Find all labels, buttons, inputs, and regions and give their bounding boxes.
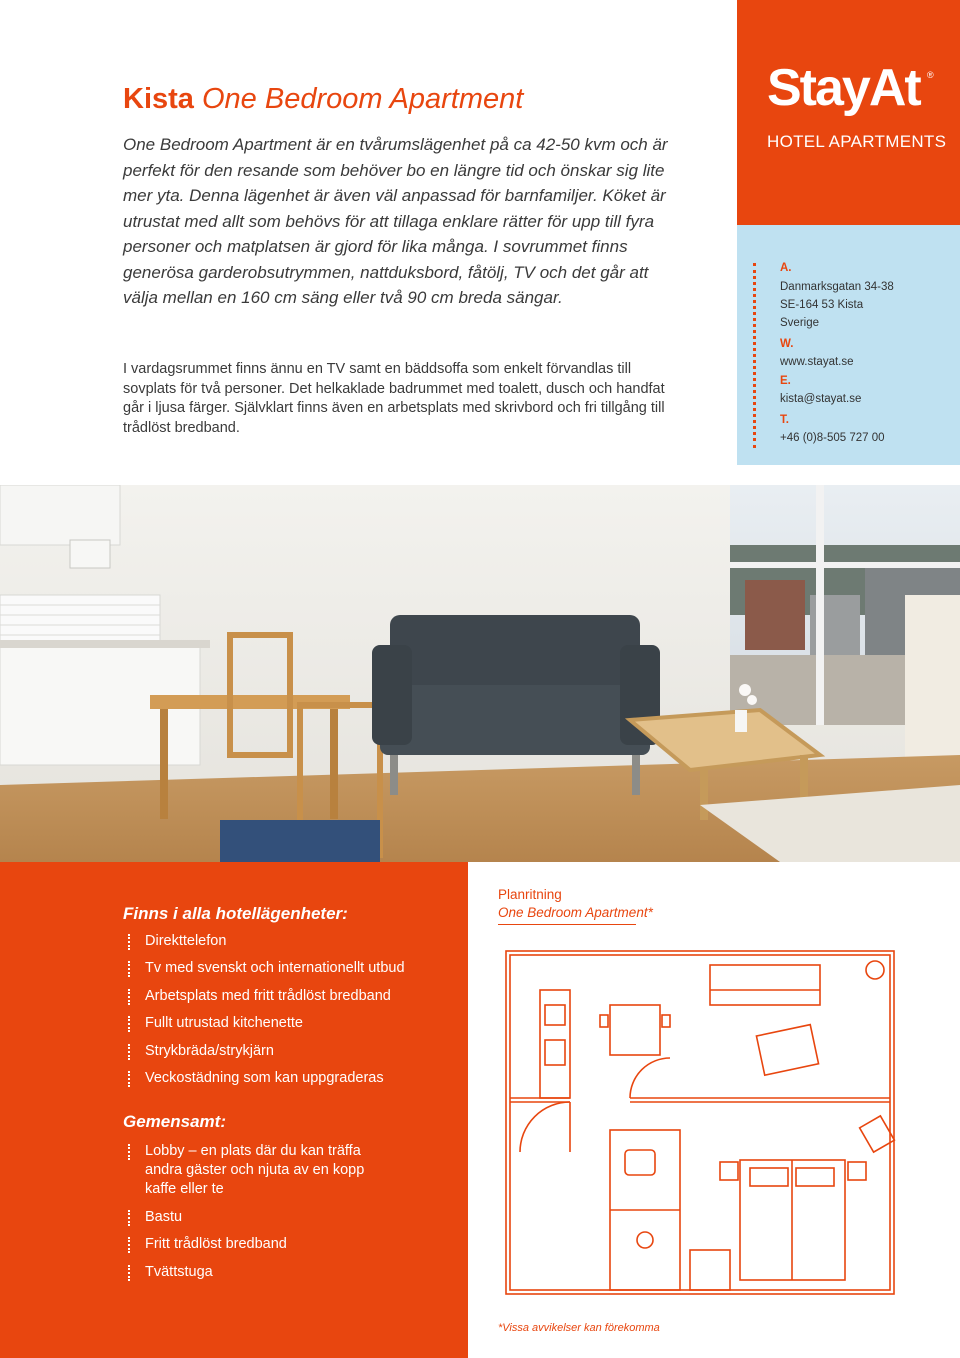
address-line: SE-164 53 Kista: [780, 299, 864, 311]
email-link[interactable]: kista@stayat.se: [780, 393, 862, 405]
registered-mark: ®: [927, 70, 934, 80]
floor-plan-drawing: [470, 930, 940, 1310]
features-panel: [0, 862, 468, 1358]
plan-footnote: *Vissa avvikelser kan förekomma: [498, 1322, 660, 1334]
address-label: A.: [780, 262, 792, 274]
feature-item: Strykbräda/strykjärn: [123, 1042, 274, 1062]
shared-item: Bastu: [123, 1208, 182, 1228]
phone-label: T.: [780, 414, 789, 426]
plan-title: Planritning: [498, 887, 562, 902]
body-paragraph: I vardagsrummet finns ännu en TV samt en bäddsoffa som enkelt förvandlas till sovplats för två personer. Det helkaklade badrummet med toalett, dusch och handfat går i ljusa färger. Självklart finns även en arbetsplats med skrivbord och fri tillgång till trådlöst bredband.: [123, 361, 665, 436]
contact-dotted-rule: [753, 263, 759, 448]
feature-item: Arbetsplats med fritt trådlöst bredband: [123, 987, 391, 1007]
stayat-logo: StayAt: [767, 59, 920, 117]
contact-block: [737, 225, 960, 465]
phone-number: +46 (0)8-505 727 00: [780, 432, 885, 444]
title-location: Kista: [123, 83, 194, 115]
shared-item: Tvättstuga: [123, 1263, 213, 1283]
address-line: Danmarksgatan 34-38: [780, 281, 894, 293]
shared-item: Lobby – en plats där du kan träffa: [123, 1142, 361, 1162]
web-label: W.: [780, 338, 794, 350]
feature-item: Veckostädning som kan uppgraderas: [123, 1069, 384, 1089]
living-room-illustration: [0, 485, 960, 862]
plan-subtitle: One Bedroom Apartment*: [498, 905, 653, 920]
brand-block: [737, 0, 960, 225]
email-label: E.: [780, 375, 791, 387]
intro-paragraph: One Bedroom Apartment är en tvårumslägenhet på ca 42-50 kvm och är perfekt för den resande som behöver bo en längre tid och önskar sig lite mer yta. Denna lägenhet är även väl anpassad för barnfamiljer. Köket är utrustat med allt som behövs för att tillaga enklare rätter för upp till fyra personer och matplatsen är gjord för lika många. I sovrummet finns generösa garderobsutrymmen, nattduksbord, fåtölj, TV och det går att välja mellan en 160 cm säng eller två 90 cm breda sängar.: [123, 135, 668, 307]
shared-item-continuation: kaffe eller te: [145, 1181, 224, 1197]
plan-underline: [498, 924, 636, 925]
shared-item: Fritt trådlöst bredband: [123, 1235, 287, 1255]
title-apartment-type: One Bedroom Apartment: [201, 83, 524, 115]
feature-item: Fullt utrustad kitchenette: [123, 1014, 303, 1034]
logo-subtitle: HOTEL APARTMENTS: [767, 132, 947, 151]
shared-heading: Gemensamt:: [123, 1112, 226, 1131]
shared-item-continuation: andra gäster och njuta av en kopp: [145, 1162, 365, 1178]
web-link[interactable]: www.stayat.se: [780, 356, 854, 368]
features-heading: Finns i alla hotellägenheter:: [123, 904, 348, 923]
feature-item: Direkttelefon: [123, 932, 226, 952]
page-title: [123, 80, 523, 118]
feature-item: Tv med svenskt och internationellt utbud: [123, 959, 405, 979]
address-line: Sverige: [780, 317, 819, 329]
apartment-photo: [0, 485, 960, 862]
